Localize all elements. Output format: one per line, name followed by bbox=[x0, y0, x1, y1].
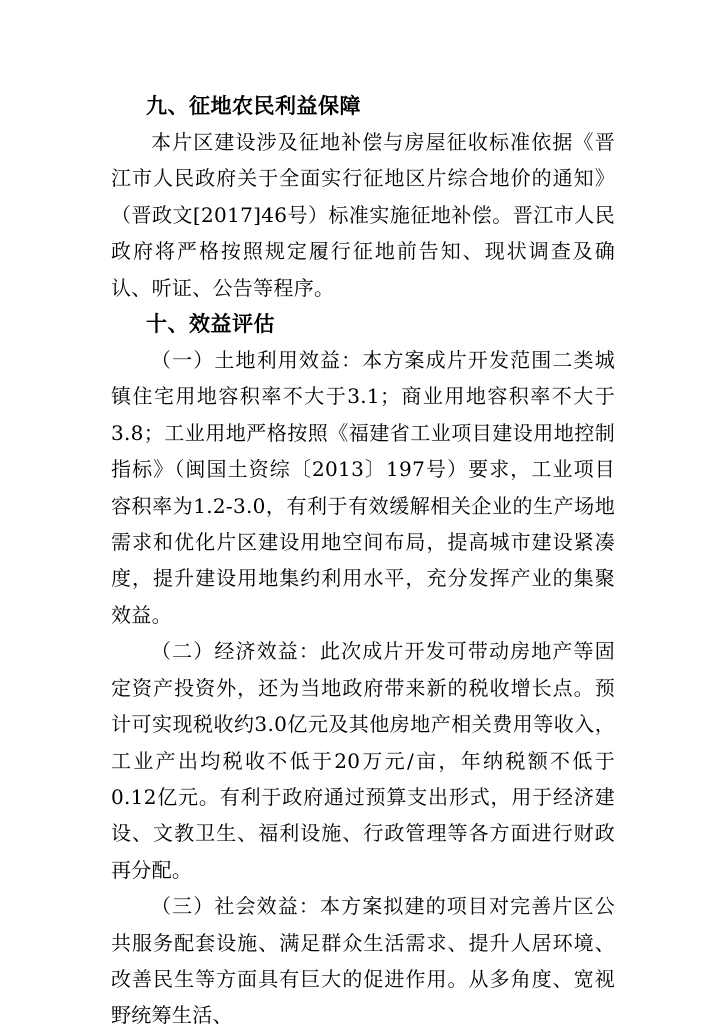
paragraph: 本片区建设涉及征地补偿与房屋征收标准依据《晋江市人民政府关于全面实行征地区片综合地价的通知》（晋政文[2017]46号）标准实施征地补偿。晋江市人民政府将严格按照规定履行征地前告知、现状调查及确认、听证、公告等程序。 bbox=[111, 130, 615, 300]
section-heading: 九、征地农民利益保障 bbox=[146, 94, 361, 118]
paragraph-social-benefit: （三）社会效益：本方案拟建的项目对完善片区公共服务配套设施、满足群众生活需求、提升人居环境、改善民生等方面具有巨大的促进作用。从多角度、宽视野统筹生活、 bbox=[111, 894, 615, 1028]
paragraph-economic-benefit: （二）经济效益：此次成片开发可带动房地产等固定资产投资外，还为当地政府带来新的税收增长点。预计可实现税收约3.0亿元及其他房地产相关费用等收入，工业产出均税收不低于20万元/亩，年纳税额不低于0.12亿元。有利于政府通过预算支出形式，用于经济建设、文教卫生、福利设施、行政管理等各方面进行财政再分配。 bbox=[111, 639, 615, 882]
paragraph-land-use-benefit: （一）土地利用效益：本方案成片开发范围二类城镇住宅用地容积率不大于3.1；商业用地容积率不大于3.8；工业用地严格按照《福建省工业项目建设用地控制指标》（闽国土资综〔2013〕197号）要求，工业项目容积率为1.2-3.0，有利于有效缓解相关企业的生产场地需求和优化片区建设用地空间布局，提高城市建设紧凑度，提升建设用地集约利用水平，充分发挥产业的集聚效益。 bbox=[111, 348, 615, 627]
document-page bbox=[111, 88, 615, 1034]
section-benefit-evaluation bbox=[111, 306, 615, 1034]
section-land-acquisition bbox=[111, 88, 615, 306]
section-heading: 十、效益评估 bbox=[146, 312, 275, 337]
